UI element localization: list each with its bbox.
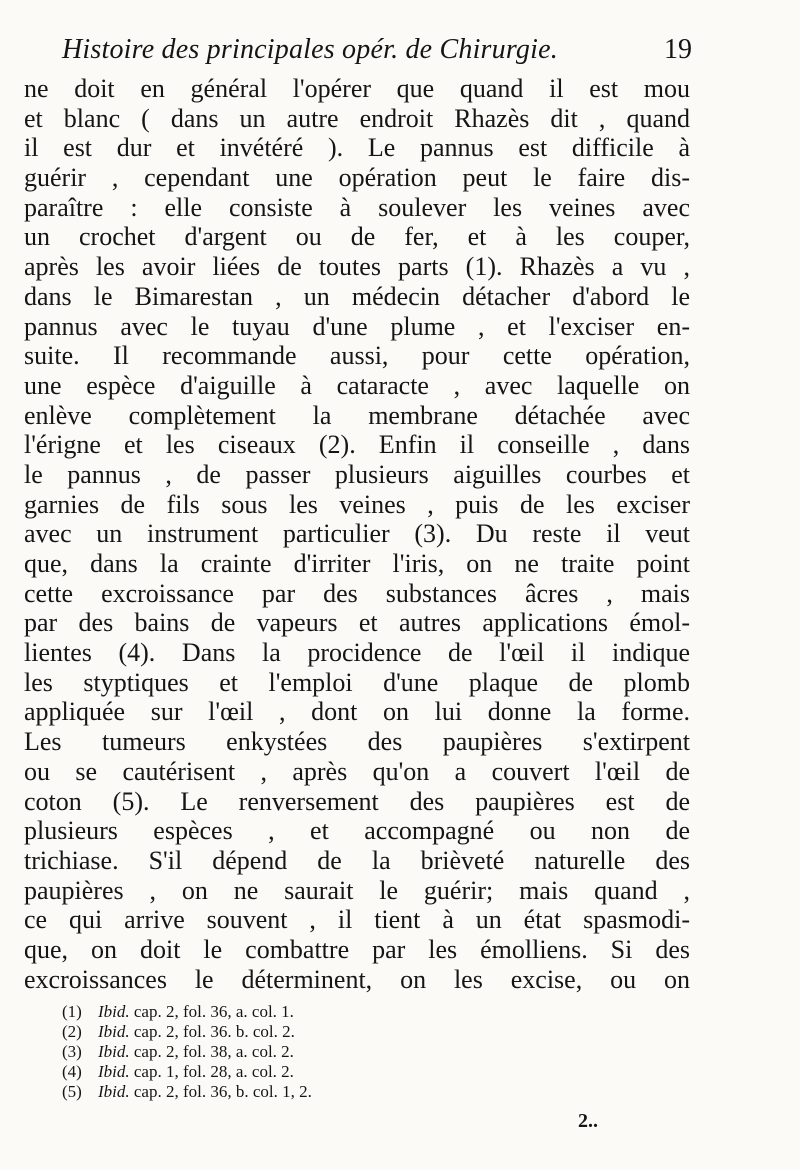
text-line: paupières , on ne saurait le guérir; mais quand , [24,875,690,905]
footnotes [62,1002,442,1102]
running-title: Histoire des principales opér. de Chirurgie. [62,34,558,65]
text-line: après les avoir liées de toutes parts (1). Rhazès a vu , [24,252,690,282]
footnote [62,1022,442,1042]
footnote [62,1042,442,1062]
footnote-ibid: Ibid. [98,1042,130,1061]
text-line: ce qui arrive souvent , il tient à un état spasmodi- [24,905,690,935]
footnote-ibid: Ibid. [98,1062,130,1081]
footnote-reference: cap. 2, fol. 36, a. col. 1. [133,1002,294,1021]
text-line: coton (5). Le renversement des paupières est de [24,786,690,816]
text-line: cette excroissance par des substances âcres , mais [24,578,690,608]
text-line: avec un instrument particulier (3). Du reste il veut [24,519,690,549]
running-header [62,34,692,70]
footnote-reference: cap. 2, fol. 36. b. col. 2. [133,1022,295,1041]
text-line: une espèce d'aiguille à cataracte , avec laquelle on [24,370,690,400]
text-line: par des bains de vapeurs et autres applications émol- [24,608,690,638]
footnote-reference: cap. 2, fol. 38, a. col. 2. [133,1042,294,1061]
footnote-number: (4) [62,1062,82,1081]
text-line: que, on doit le combattre par les émolliens. Si des [24,934,690,964]
text-line: que, dans la crainte d'irriter l'iris, on ne traite point [24,549,690,578]
text-line: Les tumeurs enkystées des paupières s'extirpent [24,727,690,757]
text-line: un crochet d'argent ou de fer, et à les couper, [24,222,690,252]
text-line: dans le Bimarestan , un médecin détacher d'abord le [24,281,690,311]
text-line: lientes (4). Dans la procidence de l'œil il indique [24,638,690,668]
footnote [62,1002,442,1022]
text-line: ne doit en général l'opérer que quand il est mou [24,74,690,103]
text-line: appliquée sur l'œil , dont on lui donne la forme. [24,697,690,727]
text-line: excroissances le déterminent, on les excise, ou on [24,964,690,994]
footnote-number: (3) [62,1042,82,1061]
text-line: paraître : elle consiste à soulever les veines avec [24,192,690,222]
body-text [24,74,690,994]
text-line: ou se cautérisent , après qu'on a couvert l'œil de [24,756,690,786]
footnote-reference: cap. 1, fol. 28, a. col. 2. [133,1062,294,1081]
footnote-ibid: Ibid. [98,1022,130,1041]
text-line: enlève complètement la membrane détachée avec [24,400,690,430]
footnote-number: (1) [62,1002,82,1021]
footnote-number: (2) [62,1022,82,1041]
text-line: l'érigne et les ciseaux (2). Enfin il conseille , dans [24,430,690,460]
footnote-ibid: Ibid. [98,1082,130,1101]
text-line: les styptiques et l'emploi d'une plaque de plomb [24,667,690,697]
text-line: et blanc ( dans un autre endroit Rhazès dit , quand [24,103,690,133]
text-line: guérir , cependant une opération peut le faire dis- [24,163,690,193]
text-line: le pannus , de passer plusieurs aiguilles courbes et [24,459,690,489]
text-line: plusieurs espèces , et accompagné ou non de [24,816,690,846]
text-line: pannus avec le tuyau d'une plume , et l'exciser en- [24,311,690,341]
text-line: il est dur et invétéré ). Le pannus est difficile à [24,133,690,163]
signature-mark: 2.. [578,1110,598,1132]
footnote-ibid: Ibid. [98,1002,130,1021]
footnote [62,1062,442,1082]
footnote-number: (5) [62,1082,82,1101]
footnote-reference: cap. 2, fol. 36, b. col. 1, 2. [133,1082,312,1101]
text-line: trichiase. S'il dépend de la brièveté naturelle des [24,845,690,875]
text-line: garnies de fils sous les veines , puis de les exciser [24,489,690,519]
text-line: suite. Il recommande aussi, pour cette opération, [24,341,690,371]
footnote [62,1082,442,1102]
page-number: 19 [664,34,692,65]
